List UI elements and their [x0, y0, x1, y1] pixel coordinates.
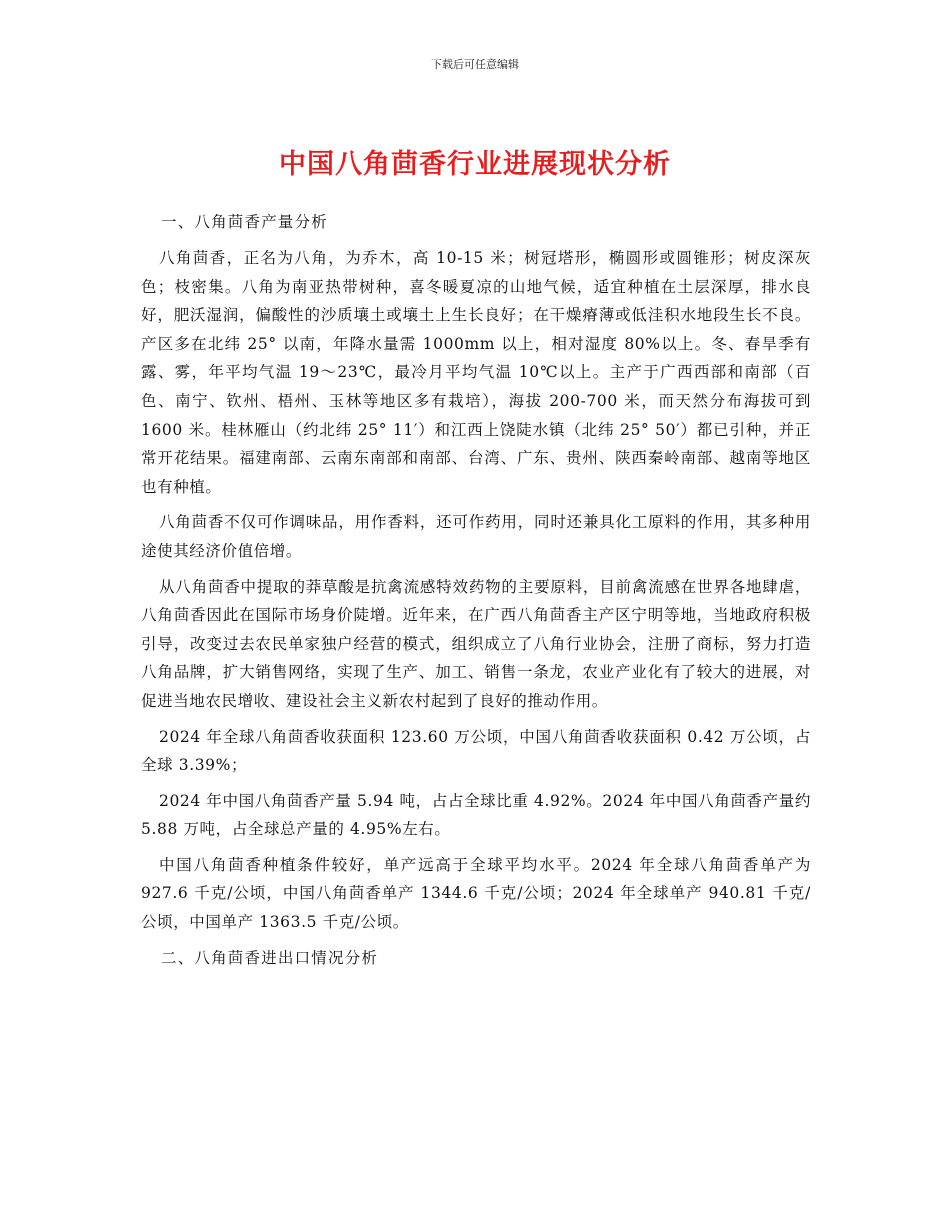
paragraph-output: 2024 年中国八角茴香产量 5.94 吨，占占全球比重 4.92%。2024 年中国八角茴香产量约 5.88 万吨，占全球总产量的 4.95%左右。 [141, 791, 811, 839]
section-heading-production: 一、八角茴香产量分析 [161, 213, 329, 231]
paragraph-uses: 八角茴香不仅可作调味品，用作香料，还可作药用，同时还兼具化工原料的作用，其多种用途使其经济价值倍增。 [141, 513, 811, 560]
header-note: 下载后可任意编辑 [431, 58, 519, 71]
paragraph-botany: 八角茴香，正名为八角，为乔木，高 10-15 米；树冠塔形，椭圆形或圆锥形；树皮深灰色；枝密集。八角为南亚热带树种，喜冬暖夏凉的山地气候，适宜种植在土层深厚，排水良好，肥沃湿润，偏酸性的沙质壤土或壤土上生长良好；在干燥瘠薄或低洼积水地段生长不良。产区多在北纬 25° 以南，年降水量需 1000mm 以上，相对湿度 80%以上。冬、春旱季有露、雾，年平均气温 19～23℃，最冷月平均气温 10℃以上。主产于广西西部和南部（百色、南宁、钦州、梧州、玉林等地区多有栽培），海拔 200-700 米，而天然分布海拔可到 1600 米。桂林雁山（约北纬 25° 11′）和江西上饶陡水镇（北纬 25° 50′）都已引种，并正常开花结果。福建南部、云南东南部和南部、台湾、广东、贵州、陕西秦岭南部、越南等地区也有种植。 [141, 249, 811, 496]
paragraph-harvest-area: 2024 年全球八角茴香收获面积 123.60 万公顷，中国八角茴香收获面积 0.42 万公顷，占全球 3.39%； [141, 727, 811, 775]
section-heading-trade: 二、八角茴香进出口情况分析 [161, 948, 379, 967]
paragraph-shikimic-acid: 从八角茴香中提取的莽草酸是抗禽流感特效药物的主要原料，目前禽流感在世界各地肆虐，八角茴香因此在国际市场身价陡增。近年来，在广西八角茴香主产区宁明等地，当地政府积极引导，改变过去农民单家独户经营的模式，组织成立了八角行业协会，注册了商标，努力打造八角品牌，扩大销售网络，实现了生产、加工、销售一条龙，农业产业化有了较大的进展，对促进当地农民增收、建设社会主义新农村起到了良好的推动作用。 [141, 577, 811, 710]
document-body [141, 208, 811, 980]
document-title: 中国八角茴香行业进展现状分析 [279, 149, 671, 180]
paragraph-yield: 中国八角茴香种植条件较好，单产远高于全球平均水平。2024 年全球八角茴香单产为 927.6 千克/公顷，中国八角茴香单产 1344.6 千克/公顷；2024 年全球单产 940.81 千克/公顷，中国单产 1363.5 千克/公顷。 [141, 855, 811, 932]
